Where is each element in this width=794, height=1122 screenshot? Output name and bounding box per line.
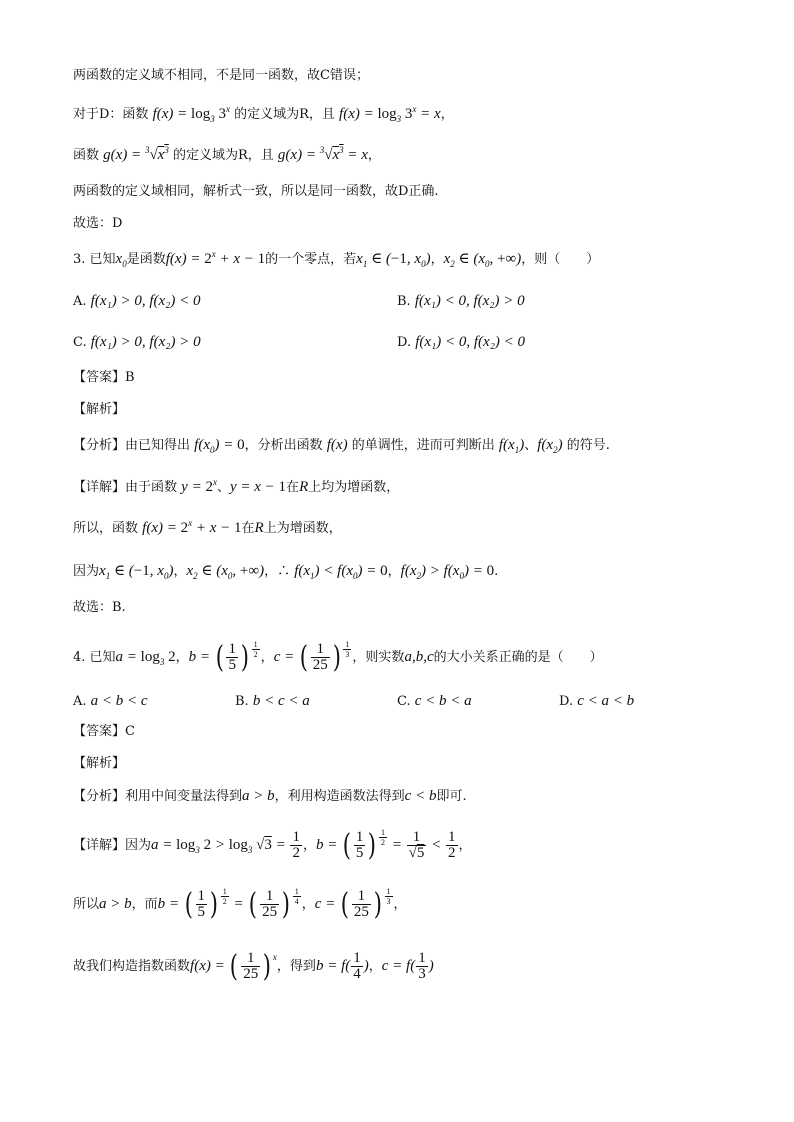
formula: a > b [99,896,132,912]
text: 因为 [73,564,100,579]
detail-line [73,477,399,498]
text-line [73,182,439,202]
text: 【详解】由于函数 [73,480,182,495]
analysis-line [73,786,467,807]
text: 【解析】 [73,402,126,417]
formula: b = f( $\frac{1}{4}$ ) [315,950,369,983]
question-3-stem [73,249,599,270]
text: ， [175,650,189,665]
option-label: A. [73,694,87,709]
text: ，则（ ） [521,252,600,267]
text: 两函数的定义域相同，解析式一致，所以是同一函数，故D正确. [73,184,439,199]
text: 4. 已知 [73,650,116,665]
formula: c = ( $\frac{1}{25}$ ) $\frac{1}{3}$ [273,639,350,675]
formula: $f(x) = 2^x + x - 1$ [165,249,266,267]
option-a [73,691,148,712]
option-expression: f(x₁) < 0, f(x₂) < 0 [415,334,526,350]
formula: $f(x) = \log_3 3^x = x$ [339,104,441,124]
text: 故选：D [73,216,123,231]
formula: b = ( $\frac{1}{5}$ ) $\frac{1}{2}$ [188,639,258,675]
option-expression: f(x₁) > 0, f(x₂) > 0 [90,334,201,350]
option-label: C. [73,335,87,350]
option-d [559,691,634,712]
option-label: A. [73,294,87,309]
answer [73,368,135,388]
option-a [73,291,200,312]
text: 两函数的定义域不相同，不是同一函数，故C错误； [73,68,369,83]
text: ，则实数 [352,650,405,665]
analysis-line [73,435,610,456]
text: 对于D：函数 [73,107,153,122]
text: 所以 [73,897,100,912]
text: 【分析】利用中间变量法得到 [73,789,243,804]
text: 的单调性，进而可判断出 [347,438,499,453]
formula: c = f( $\frac{1}{3}$ ) [381,950,434,983]
text: 的一个零点，若 [265,252,357,267]
answer [73,722,135,742]
text: ， [368,959,382,974]
text: 故我们构造指数函数 [73,959,191,974]
formula: $g(x) = ^3√x^3$ [103,145,169,163]
text-line [73,66,369,86]
text: ，而 [131,897,158,912]
formula: $x_1$ ∈ (−1, $x_0$) [99,563,174,581]
text: 所以，函数 [73,521,143,536]
formula: f(x) = ( $\frac{1}{25}$ ) x [190,948,277,984]
text: 【解析】 [73,756,126,771]
detail-line [73,946,434,987]
text: 上为增函数， [263,521,342,536]
option-b [397,291,525,312]
formula: $f(x_2) > f(x_0) = 0$ [400,563,495,581]
option-expression: f(x₁) < 0, f(x₂) > 0 [414,293,525,309]
text: 、 [216,480,230,495]
formula: a,b,c [404,649,434,665]
detail-line [73,518,342,539]
text: ，利用构造函数法得到 [274,789,405,804]
text: 的大小关系正确的是（ ） [433,650,603,665]
option-label: D. [559,694,574,709]
option-label: B. [235,694,249,709]
detail-line: 所以a > b，而b = ( $\frac{1}{5}$ ) $\frac{1}{2}$ = ( $\frac{1}{25}$ ) $\frac{1}{4}$ ，c = ( $\frac{1}{25}$ ) $\frac{1}{3}$ ， [73,886,407,922]
analysis-heading [73,754,125,774]
option-expression: b < c < a [252,693,310,709]
option-expression: a < b < c [90,693,148,709]
text: ，得到 [276,959,316,974]
text: ， [430,252,444,267]
analysis-heading [73,400,125,420]
text: 【答案】B [73,370,135,385]
text: 的定义域为R，且 [168,148,278,163]
text: 上均为增函数， [308,480,400,495]
option-d [397,332,525,353]
detail-line: 因为$x_1$ ∈ (−1, $x_0$)，$x_2$ ∈ ($x_0$, +∞)，∴ $f(x_1) < f(x_0) = 0$，$f(x_2) > f(x_0) = 0$. [73,563,499,581]
option-label: D. [397,335,412,350]
text: 在 [286,480,300,495]
text: ，∴ [264,564,295,579]
text: 即可. [436,789,467,804]
formula: f(x) [326,437,348,453]
formula: c < b [404,788,437,804]
formula: c = ( $\frac{1}{25}$ ) $\frac{1}{3}$ [314,886,391,922]
formula: b = ( $\frac{1}{5}$ ) $\frac{1}{2}$ = ( $\frac{1}{25}$ ) $\frac{1}{4}$ [157,886,299,922]
formula: $x_2$ ∈ ($x_0$, +∞) [186,563,265,581]
text: ，分析出函数 [244,438,327,453]
text: 的定义域为R，且 [229,107,340,122]
text: 的符号. [562,438,610,453]
option-expression: f(x₁) > 0, f(x₂) < 0 [90,293,201,309]
formula: $a = \log_3 2$ [115,649,176,667]
formula: $x_0$ [115,251,127,269]
option-expression: c < b < a [414,693,472,709]
formula: $g(x) = ^3√x^3 = x$ [277,145,368,163]
text: 【答案】C [73,724,135,739]
text: 3. 已知 [73,252,116,267]
formula: b = ( $\frac{1}{5}$ ) $\frac{1}{2}$ = $\frac{1}{√5}$ < $\frac{1}{2}$ [315,827,456,863]
formula: $x_1$ ∈ (−1, $x_0$) [356,251,431,269]
formula: $f(x) = 2^x + x - 1$ [142,518,242,536]
formula: R [299,479,309,495]
formula: $f(x_1)$ [498,437,525,455]
text: ， [393,897,407,912]
formula: $y = 2^x$ [181,477,217,495]
option-label: C. [397,694,411,709]
formula: $f(x_0) = 0$ [194,437,245,455]
text: 函数 [73,148,104,163]
option-label: B. [397,294,411,309]
formula: $f(x_1) < f(x_0) = 0$ [294,563,388,581]
option-c [73,332,201,353]
question-4-stem [73,640,603,675]
text: 故选：B. [73,600,126,615]
option-expression: c < a < b [577,693,635,709]
text: 【分析】由已知得出 [73,438,195,453]
formula: a > b [242,788,275,804]
text: 是函数 [126,252,166,267]
text: 在 [241,521,255,536]
text-line [73,214,122,234]
detail-line: 【详解】因为$a = \log_3 2 > \log_3 √3$ = $\frac{1}{2}$ ，b = ( $\frac{1}{5}$ ) $\frac{1}{2}$ = $\frac{1}{√5}$ < $\frac{1}{2}$ ， [73,827,472,863]
option-c [397,691,472,712]
choose-line [73,598,126,618]
formula: R [254,520,264,536]
formula: $a = \log_3 2 > \log_3 √3$ = $\frac{1}{2}$ [151,829,300,862]
text: 【详解】因为 [73,838,152,853]
text: 、 [524,438,538,453]
text-line: 函数 $g(x) = ^3√x^3$ 的定义域为R，且 $g(x) = ^3√x^3 = x$， [73,145,381,163]
text: ， [260,650,274,665]
formula: y = x − 1 [229,479,287,495]
text: ， [173,564,187,579]
formula: $f(x_2)$ [537,437,563,455]
option-b [235,691,310,712]
text-line: 对于D：函数 $f(x) = \log_3 3^x$ 的定义域为R，且 $f(x) = \log_3 3^x = x$， [73,104,454,124]
formula: $f(x) = \log_3 3^x$ [152,104,230,124]
formula: $x_2$ ∈ ($x_0$, +∞) [443,251,522,269]
